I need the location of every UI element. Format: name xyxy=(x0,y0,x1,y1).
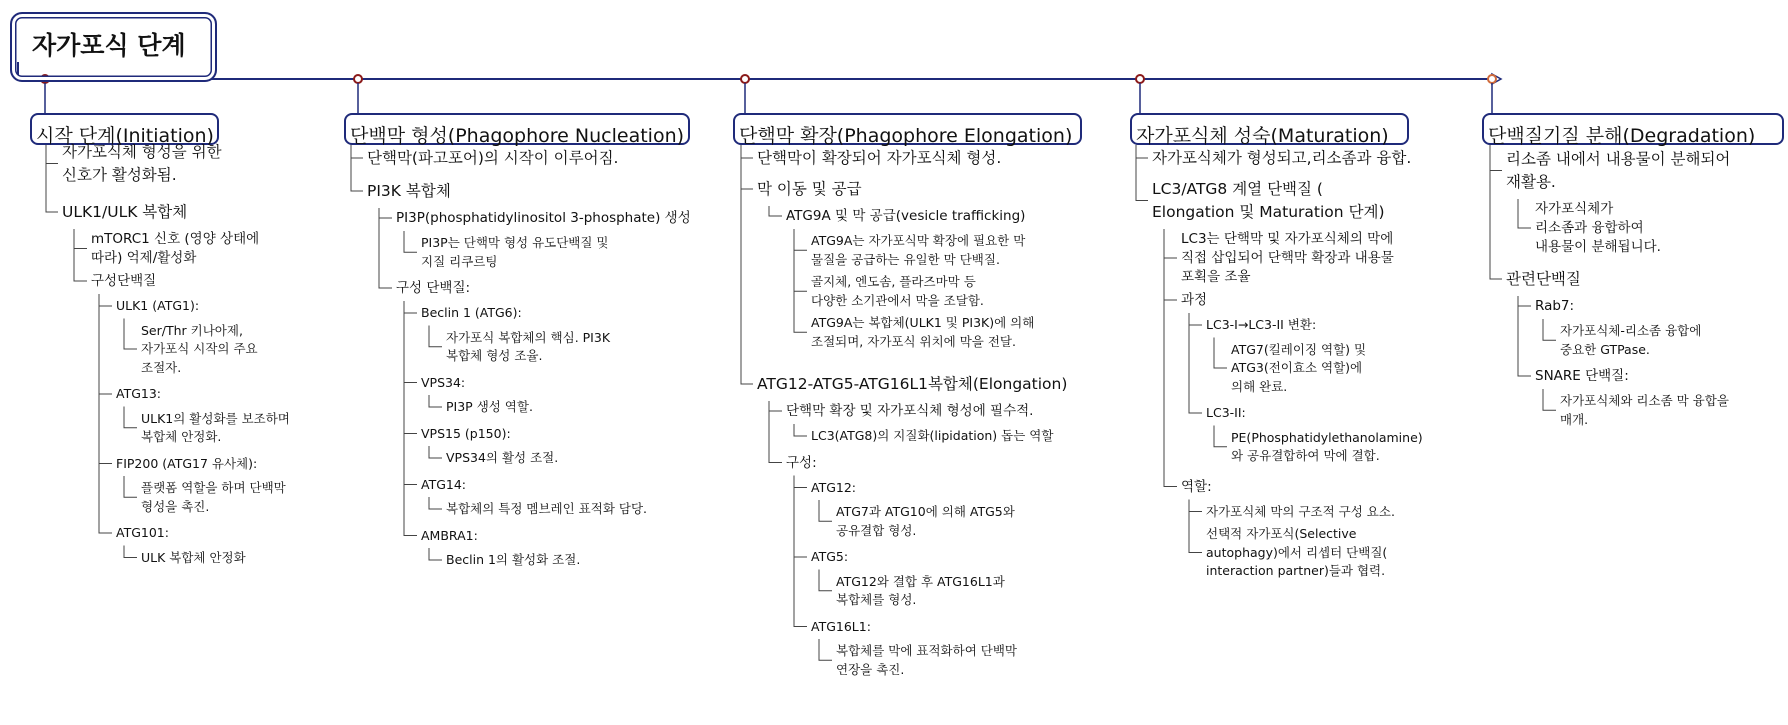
stage-4-item-0-line: 재활용. xyxy=(1506,173,1556,191)
node-2-c2-1-0-0-line: 공유결합 형성. xyxy=(836,522,917,538)
node-4-c1-1-line: SNARE 단백질: xyxy=(1535,368,1629,384)
node-1-c1-1-3-0 xyxy=(446,500,647,519)
node-3-c1-2-1-line: interaction partner)들과 협력. xyxy=(1206,563,1386,578)
node-4-c1-0-line: Rab7: xyxy=(1535,298,1575,314)
node-2-c2-0-line: 단핵막 확장 및 자가포식체 형성에 필수적. xyxy=(786,403,1034,419)
node-3-c1-2-1 xyxy=(1206,525,1387,581)
node-0-c1-0 xyxy=(91,230,259,268)
node-3-c1-1-0-0-line: 의해 완료. xyxy=(1231,378,1288,394)
node-0-c1-1-0 xyxy=(116,297,199,316)
node-0-c1-1-0-0-line: 조절자. xyxy=(141,359,182,375)
node-0-c1-1-1 xyxy=(116,385,161,404)
node-2-c1-0-0-line: 물질을 공급하는 유일한 막 단백질. xyxy=(811,251,1000,267)
node-2-c2-1-0 xyxy=(811,479,856,498)
node-3-c1-1-1 xyxy=(1206,404,1246,423)
stage-1-item-0-line: 단핵막(파고포어)의 시작이 이루어짐. xyxy=(367,149,619,167)
node-4-c1-1-0-line: 자가포식체와 리소좀 막 융합을 xyxy=(1560,393,1729,408)
node-1-c1-0-0 xyxy=(421,234,609,271)
node-1-c1-1-2 xyxy=(421,425,511,444)
node-4-c1-0-0-line: 자가포식체-리소좀 융합에 xyxy=(1560,323,1702,338)
node-2-c2-1-2-0 xyxy=(836,642,1017,679)
node-3-c1-2-1-line: 선택적 자가포식(Selective xyxy=(1206,526,1357,541)
node-2-c2-1-0-0-line: ATG7과 ATG10에 의해 ATG5와 xyxy=(836,504,1015,519)
stage-3-item-0 xyxy=(1152,147,1411,170)
stage-0-item-1-line: ULK1/ULK 복합체 xyxy=(62,203,188,221)
node-1-c1-1-4-0 xyxy=(446,551,580,570)
node-2-c1-0-1 xyxy=(811,273,984,310)
page-title: 자가포식 단계 xyxy=(32,31,186,60)
node-1-c1-1-0 xyxy=(421,304,522,323)
node-3-c1-0-line: 포획을 조율 xyxy=(1181,269,1251,285)
node-2-c2-1-0-0 xyxy=(836,503,1015,540)
node-2-c2-1-1-0-line: ATG12와 결합 후 ATG16L1과 xyxy=(836,573,1005,589)
node-2-c1-0-line: ATG9A 및 막 공급(vesicle trafficking) xyxy=(786,208,1026,224)
stage-0-item-0 xyxy=(62,141,222,187)
node-4-c1-1-0 xyxy=(1560,392,1729,429)
stage-4-item-0-line: 리소좀 내에서 내용물이 분해되어 xyxy=(1506,150,1731,168)
stage-0-item-0-line: 자가포식체 형성을 위한 xyxy=(62,143,222,161)
node-0-c1-1-1-0-line: ULK1의 활성화를 보조하며 xyxy=(141,410,290,426)
node-1-c1-0-0-line: 지질 리쿠르팅 xyxy=(421,253,498,269)
stage-2-item-1 xyxy=(757,178,862,201)
node-1-c1-1-3 xyxy=(421,476,466,495)
node-2-c2-1-1-line: ATG5: xyxy=(811,549,849,564)
stage-label: 단백질기질 분해(Degradation) xyxy=(1488,125,1756,147)
node-3-c1-2-line: 역할: xyxy=(1181,478,1212,495)
node-1-c1-1-1-0-line: PI3P 생성 역할. xyxy=(446,399,533,414)
node-3-c1-1-1-0-line: PE(Phosphatidylethanolamine) xyxy=(1231,429,1423,445)
node-3-c1-1-line: 과정 xyxy=(1181,292,1208,308)
node-3-c1-1-0-0-line: ATG3(전이효소 역할)에 xyxy=(1231,360,1363,375)
stage-label: 단핵막 확장(Phagophore Elongation) xyxy=(739,125,1073,147)
node-2-c2-1-2-line: ATG16L1: xyxy=(811,618,871,634)
node-0-c1-1-2-0-line: 형성을 촉진. xyxy=(141,498,210,514)
stage-3-item-1-line: Elongation 및 Maturation 단계) xyxy=(1152,203,1385,221)
node-2-c2-1-1-0 xyxy=(836,573,1005,610)
stage-box-2 xyxy=(733,113,1082,145)
node-0-c1-1-3-0-line: ULK 복합체 안정화 xyxy=(141,549,246,565)
node-4-c0-0-line: 자가포식체가 xyxy=(1535,201,1614,217)
node-0-c1-1-line: 구성단백질 xyxy=(91,273,157,289)
node-1-c1-1-1-0 xyxy=(446,398,533,417)
node-0-c1-0-line: mTORC1 신호 (영양 상태에 xyxy=(91,231,260,247)
node-1-c1-1-2-line: VPS15 (p150): xyxy=(421,425,511,441)
node-3-c1-1-1-0 xyxy=(1231,429,1423,466)
stage-3-item-0-line: 자가포식체가 형성되고,리소좀과 융합. xyxy=(1152,149,1412,167)
node-1-c1-1-0-0-line: 복합체 형성 조율. xyxy=(446,348,543,363)
node-3-c1-1-1-0-line: 와 공유결합하여 막에 결합. xyxy=(1231,448,1380,463)
stage-1-item-0 xyxy=(367,147,618,170)
node-2-c1-0 xyxy=(786,207,1025,226)
node-3-c1-0-line: 직접 삽입되어 단핵막 확장과 내용물 xyxy=(1181,250,1394,266)
node-4-c1-0-0-line: 중요한 GTPase. xyxy=(1560,341,1650,357)
node-1-c1-1-1-line: VPS34: xyxy=(421,374,466,390)
node-3-c1-1-0-0 xyxy=(1231,341,1366,397)
stage-box-3 xyxy=(1130,113,1409,145)
node-0-c1-1-1-0-line: 복합체 안정화. xyxy=(141,429,222,444)
node-0-c1-1-0-line: ULK1 (ATG1): xyxy=(116,298,200,313)
node-1-c1-1 xyxy=(396,279,470,298)
node-2-c2-1-2 xyxy=(811,618,871,637)
stage-1-item-1-line: PI3K 복합체 xyxy=(367,182,451,200)
stage-0-item-1 xyxy=(62,201,187,224)
node-2-c1-0-0 xyxy=(811,232,1025,269)
node-2-c2-0-0 xyxy=(811,427,1053,446)
node-0-c1-1-2 xyxy=(116,455,257,474)
node-4-c0-0-line: 내용물이 분해됩니다. xyxy=(1535,239,1661,255)
node-2-c2-0-0-line: LC3(ATG8)의 지질화(lipidation) 돕는 역할 xyxy=(811,428,1054,443)
stage-4-item-1-line: 관련단백질 xyxy=(1506,270,1581,288)
node-0-c1-1-3 xyxy=(116,524,169,543)
node-0-c1-1-2-line: FIP200 (ATG17 유사체): xyxy=(116,455,258,471)
node-3-c1-1 xyxy=(1181,291,1207,310)
node-0-c1-1-0-0 xyxy=(141,322,258,378)
node-0-c1-1-2-0 xyxy=(141,479,286,516)
node-0-c1-1-2-0-line: 플랫폼 역할을 하며 단백막 xyxy=(141,480,286,495)
node-4-c0-0-line: 리소좀과 융합하여 xyxy=(1535,220,1644,236)
node-1-c1-1-0-0 xyxy=(446,329,610,366)
node-0-c1-1-3-0 xyxy=(141,549,246,568)
node-3-c1-2-0-line: 자가포식체 막의 구조적 구성 요소. xyxy=(1206,503,1395,519)
node-0-c1-1 xyxy=(91,272,156,291)
node-2-c2-1 xyxy=(786,454,817,473)
stage-label: 시작 단계(Initiation) xyxy=(36,125,214,147)
stage-2-item-1-line: 막 이동 및 공급 xyxy=(757,180,862,198)
stage-2-item-0 xyxy=(757,147,1001,170)
node-4-c1-0 xyxy=(1535,297,1574,316)
node-0-c1-1-1-line: ATG13: xyxy=(116,386,162,401)
node-1-c1-1-2-0 xyxy=(446,449,558,468)
node-1-c1-1-2-0-line: VPS34의 활성 조절. xyxy=(446,450,559,465)
node-1-c1-1-0-line: Beclin 1 (ATG6): xyxy=(421,305,522,320)
stage-label: 단백막 형성(Phagophore Nucleation) xyxy=(350,125,685,147)
node-2-c2-1-2-0-line: 연장을 촉진. xyxy=(836,661,905,677)
node-1-c1-1-3-line: ATG14: xyxy=(421,476,467,492)
node-1-c1-1-4 xyxy=(421,527,478,546)
node-1-c1-1-3-0-line: 복합체의 특정 멤브레인 표적화 담당. xyxy=(446,501,647,516)
node-1-c1-1-1 xyxy=(421,374,465,393)
node-3-c1-2 xyxy=(1181,478,1212,497)
node-2-c1-0-1-line: 다양한 소기관에서 막을 조달함. xyxy=(811,292,984,308)
node-1-c1-1-4-0-line: Beclin 1의 활성화 조절. xyxy=(446,552,581,567)
node-2-c2-0 xyxy=(786,402,1033,421)
node-1-c1-0-0-line: PI3P는 단핵막 형성 유도단백질 및 xyxy=(421,235,609,250)
node-2-c1-0-0-line: ATG9A는 자가포식막 확장에 필요한 막 xyxy=(811,233,1026,248)
node-0-c1-0-line: 따라) 억제/활성화 xyxy=(91,250,197,266)
node-1-c1-0 xyxy=(396,209,691,228)
node-2-c2-1-1 xyxy=(811,548,848,567)
stage-1-item-1 xyxy=(367,180,451,203)
stage-box-4 xyxy=(1482,113,1784,145)
node-2-c2-1-0-line: ATG12: xyxy=(811,479,857,495)
node-2-c2-1-1-0-line: 복합체를 형성. xyxy=(836,592,917,607)
node-0-c1-1-0-0-line: 자가포식 시작의 주요 xyxy=(141,341,258,356)
node-4-c0-0 xyxy=(1535,200,1661,257)
node-1-c1-1-4-line: AMBRA1: xyxy=(421,527,478,543)
stage-label: 자가포식체 성숙(Maturation) xyxy=(1136,125,1389,147)
node-0-c1-1-0-0-line: Ser/Thr 키나아제, xyxy=(141,322,243,338)
node-4-c1-1 xyxy=(1535,367,1629,386)
stage-3-item-1 xyxy=(1152,178,1385,224)
stage-0-item-0-line: 신호가 활성화됨. xyxy=(62,166,177,184)
node-1-c1-0-line: PI3P(phosphatidylinositol 3-phosphate) 생성 xyxy=(396,210,691,226)
node-1-c1-1-line: 구성 단백질: xyxy=(396,280,471,296)
node-3-c1-1-0 xyxy=(1206,316,1316,335)
stage-2-item-2-line: ATG12-ATG5-ATG16L1복합체(Elongation) xyxy=(757,375,1068,393)
node-0-c1-1-1-0 xyxy=(141,410,290,447)
node-0-c1-1-3-line: ATG101: xyxy=(116,525,169,540)
node-2-c1-0-2 xyxy=(811,314,1034,351)
node-3-c1-0-line: LC3는 단핵막 및 자가포식체의 막에 xyxy=(1181,231,1394,247)
node-2-c1-0-1-line: 골지체, 엔도솜, 플라즈마막 등 xyxy=(811,274,976,289)
node-2-c1-0-2-line: 조절되며, 자가포식 위치에 막을 전달. xyxy=(811,333,1016,349)
node-4-c1-0-0 xyxy=(1560,322,1701,359)
node-3-c1-0 xyxy=(1181,230,1394,287)
stage-2-item-2 xyxy=(757,373,1067,396)
node-4-c1-1-0-line: 매개. xyxy=(1560,411,1589,427)
stage-4-item-1 xyxy=(1506,268,1581,291)
stage-box-1 xyxy=(344,113,690,145)
node-2-c1-0-2-line: ATG9A는 복합체(ULK1 및 PI3K)에 의해 xyxy=(811,315,1035,330)
node-3-c1-1-0-line: LC3-I→LC3-II 변환: xyxy=(1206,317,1317,332)
node-2-c2-1-2-0-line: 복합체를 막에 표적화하여 단백막 xyxy=(836,643,1017,658)
node-1-c1-1-0-0-line: 자가포식 복합체의 핵심. PI3K xyxy=(446,329,611,345)
node-3-c1-1-1-line: LC3-II: xyxy=(1206,405,1246,420)
node-3-c1-1-0-0-line: ATG7(킬레이징 역할) 및 xyxy=(1231,341,1367,357)
stage-3-item-1-line: LC3/ATG8 계열 단백질 ( xyxy=(1152,180,1323,198)
node-3-c1-2-1-line: autophagy)에서 리셉터 단백질( xyxy=(1206,544,1388,560)
stage-2-item-0-line: 단핵막이 확장되어 자가포식체 형성. xyxy=(757,149,1002,167)
stage-4-item-0 xyxy=(1506,148,1730,194)
node-2-c2-1-line: 구성: xyxy=(786,454,817,471)
node-3-c1-2-0 xyxy=(1206,503,1395,522)
